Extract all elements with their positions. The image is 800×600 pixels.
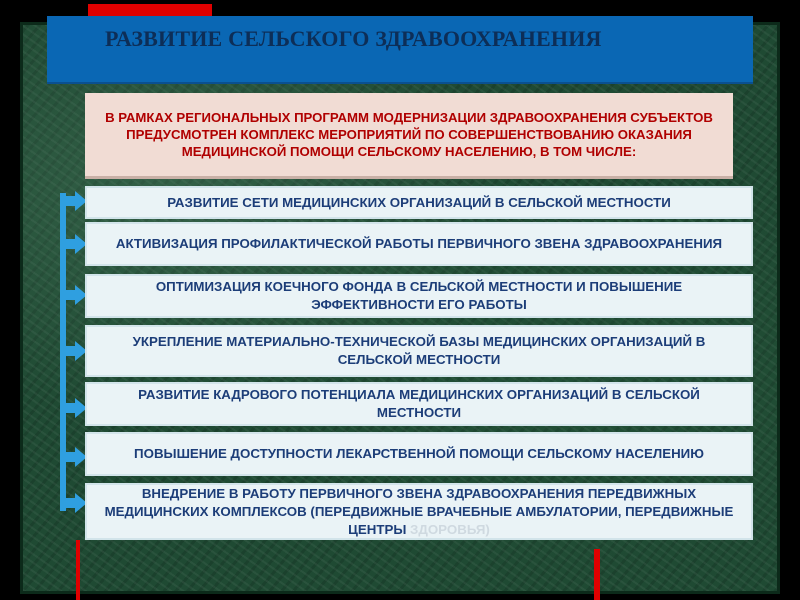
list-item: РАЗВИТИЕ КАДРОВОГО ПОТЕНЦИАЛА МЕДИЦИНСКИХ ОРГАНИЗАЦИЙ В СЕЛЬСКОЙ МЕСТНОСТИ bbox=[85, 382, 753, 426]
arrow-right-icon bbox=[63, 234, 87, 254]
red-accent-bar-left bbox=[76, 540, 80, 600]
arrow-right-icon bbox=[63, 398, 87, 418]
arrow-right-icon bbox=[63, 191, 87, 211]
list-item-text: ВНЕДРЕНИЕ В РАБОТУ ПЕРВИЧНОГО ЗВЕНА ЗДРАВООХРАНЕНИЯ ПЕРЕДВИЖНЫХ МЕДИЦИНСКИХ КОМПЛЕКСОВ (ПЕРЕДВИЖНЫЕ ВРАЧЕБНЫЕ АМБУЛАТОРИИ, ПЕРЕДВИЖНЫЕ ЦЕНТРЫ bbox=[104, 485, 734, 537]
list-item-text-tail: ЗДОРОВЬЯ) bbox=[406, 521, 490, 537]
list-item: УКРЕПЛЕНИЕ МАТЕРИАЛЬНО-ТЕХНИЧЕСКОЙ БАЗЫ МЕДИЦИНСКИХ ОРГАНИЗАЦИЙ В СЕЛЬСКОЙ МЕСТНОСТИ bbox=[85, 325, 753, 377]
list-item: ПОВЫШЕНИЕ ДОСТУПНОСТИ ЛЕКАРСТВЕННОЙ ПОМОЩИ СЕЛЬСКОМУ НАСЕЛЕНИЮ bbox=[85, 432, 753, 476]
list-item: АКТИВИЗАЦИЯ ПРОФИЛАКТИЧЕСКОЙ РАБОТЫ ПЕРВИЧНОГО ЗВЕНА ЗДРАВООХРАНЕНИЯ bbox=[85, 222, 753, 266]
arrow-right-icon bbox=[63, 447, 87, 467]
red-accent-bar-right bbox=[594, 549, 600, 600]
arrow-right-icon bbox=[63, 285, 87, 305]
list-item bbox=[85, 483, 753, 540]
title-banner bbox=[47, 16, 753, 84]
list-item: ОПТИМИЗАЦИЯ КОЕЧНОГО ФОНДА В СЕЛЬСКОЙ МЕСТНОСТИ И ПОВЫШЕНИЕ ЭФФЕКТИВНОСТИ ЕГО РАБОТЫ bbox=[85, 274, 753, 318]
arrow-right-icon bbox=[63, 341, 87, 361]
intro-callout: В РАМКАХ РЕГИОНАЛЬНЫХ ПРОГРАММ МОДЕРНИЗАЦИИ ЗДРАВООХРАНЕНИЯ СУБЪЕКТОВ ПРЕДУСМОТРЕН КОМПЛЕКС МЕРОПРИЯТИЙ ПО СОВЕРШЕНСТВОВАНИЮ ОКАЗАНИЯ МЕДИЦИНСКОЙ ПОМОЩИ СЕЛЬСКОМУ НАСЕЛЕНИЮ, В ТОМ ЧИСЛЕ: bbox=[85, 93, 733, 179]
slide-title: РАЗВИТИЕ СЕЛЬСКОГО ЗДРАВООХРАНЕНИЯ bbox=[105, 26, 602, 51]
list-item: РАЗВИТИЕ СЕТИ МЕДИЦИНСКИХ ОРГАНИЗАЦИЙ В СЕЛЬСКОЙ МЕСТНОСТИ bbox=[85, 186, 753, 219]
arrow-right-icon bbox=[63, 493, 87, 513]
